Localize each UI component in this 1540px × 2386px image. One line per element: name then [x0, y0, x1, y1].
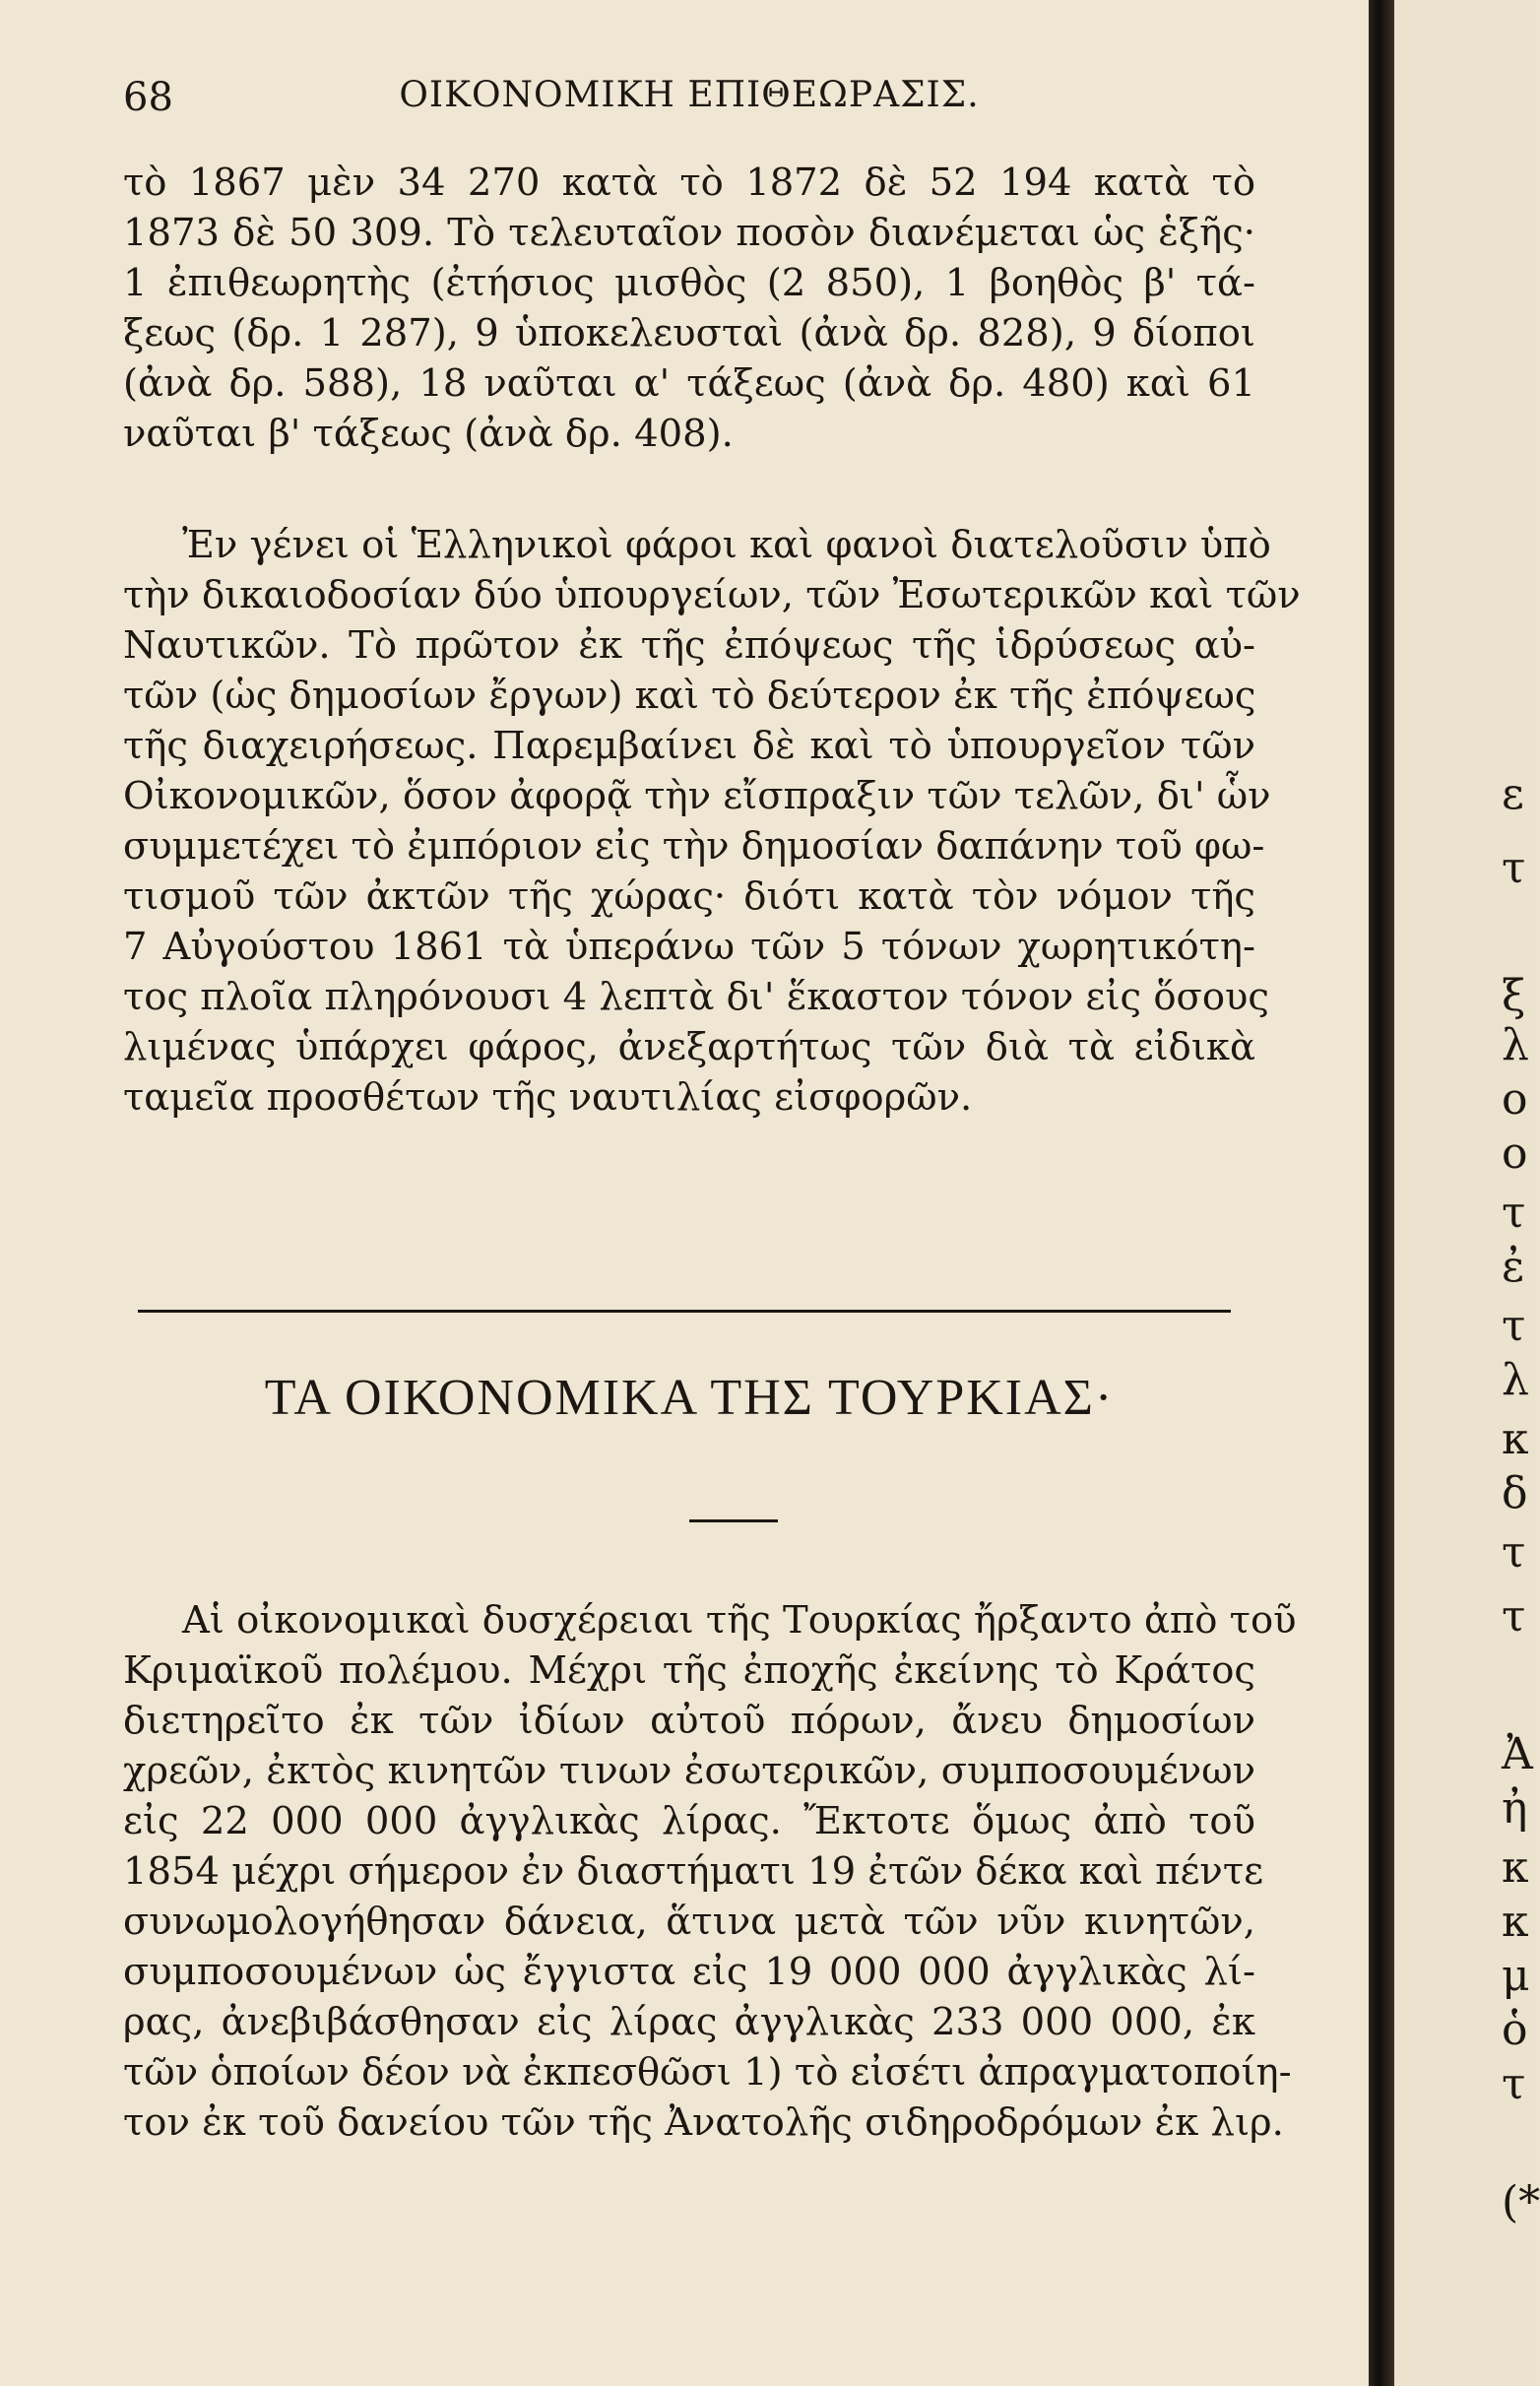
text-line: ναῦται β' τάξεως (ἀνὰ δρ. 408). — [123, 412, 734, 456]
text-line: Ἐν γένει οἱ Ἑλληνικοὶ φάροι καὶ φανοὶ διατελοῦσιν ὑπὸ — [182, 523, 1271, 567]
text-line: 7 Αὐγούστου 1861 τὰ ὑπεράνω τῶν 5 τόνων χωρητικότη- — [123, 925, 1255, 969]
running-header — [123, 69, 1255, 128]
paragraph-1 — [123, 158, 1255, 459]
running-title: ΟΙΚΟΝΟΜΙΚΗ ΕΠΙΘΕΩΡΑΣΙΣ. — [399, 75, 980, 115]
facing-page-letter: ἠ — [1502, 1783, 1528, 1834]
facing-page-letter: τ — [1502, 1301, 1526, 1351]
facing-page-letter: τ — [1502, 1591, 1526, 1642]
facing-page-letter: ξ — [1502, 971, 1526, 1021]
text-line: Κριμαϊκοῦ πολέμου. Μέχρι τῆς ἐποχῆς ἐκείνης τὸ Κράτος — [123, 1648, 1255, 1693]
facing-page-letter: Ἀ — [1502, 1729, 1533, 1779]
section-title: ΤΑ ΟΙΚΟΝΟΜΙΚΑ ΤΗΣ ΤΟΥΡΚΙΑΣ· — [264, 1370, 1115, 1426]
page-number: 68 — [123, 75, 173, 120]
facing-page-letter: ε — [1502, 769, 1524, 819]
text-line: τισμοῦ τῶν ἀκτῶν τῆς χώρας· διότι κατὰ τὸν νόμον τῆς — [123, 874, 1255, 919]
section-divider — [138, 1310, 1231, 1313]
facing-page-letter: κ — [1502, 1897, 1529, 1947]
text-line: συμποσουμένων ὡς ἔγγιστα εἰς 19 000 000 ἀγγλικὰς λί- — [123, 1950, 1255, 1994]
text-line: ταμεῖα προσθέτων τῆς ναυτιλίας εἰσφορῶν. — [123, 1075, 973, 1120]
facing-page-letter: τ — [1502, 1527, 1526, 1578]
facing-page-edge — [1394, 0, 1540, 2386]
facing-page-letter: ὁ — [1502, 2005, 1528, 2055]
text-line: συνωμολογήθησαν δάνεια, ἅτινα μετὰ τῶν νῦν κινητῶν, — [123, 1900, 1255, 1944]
facing-page-letter: κ — [1502, 1414, 1529, 1464]
text-line: τον ἐκ τοῦ δανείου τῶν τῆς Ἀνατολῆς σιδηροδρόμων ἐκ λιρ. — [123, 2100, 1284, 2145]
facing-page-letter: τ — [1502, 1188, 1526, 1238]
facing-page-letter: λ — [1502, 1020, 1529, 1070]
text-line: τῶν (ὡς δημοσίων ἔργων) καὶ τὸ δεύτερον ἐκ τῆς ἐπόψεως — [123, 674, 1256, 718]
facing-page-letter: τ — [1502, 843, 1526, 893]
book-gutter — [1369, 0, 1394, 2386]
text-line: τῶν ὁποίων δέον νὰ ἐκπεσθῶσι 1) τὸ εἰσέτι ἀπραγματοποίη- — [123, 2050, 1292, 2095]
text-line: τος πλοῖα πληρόνουσι 4 λεπτὰ δι' ἕκαστον τόνον εἰς ὅσους — [123, 975, 1269, 1019]
title-underline — [689, 1519, 778, 1522]
facing-page-letter: ο — [1502, 1074, 1528, 1125]
facing-page-letter: μ — [1502, 1951, 1530, 2001]
facing-page-letter: λ — [1502, 1355, 1529, 1405]
paragraph-3 — [123, 1595, 1297, 2148]
facing-page-letter: ο — [1502, 1129, 1528, 1179]
text-line: Οἰκονομικῶν, ὅσον ἀφορᾷ τὴν εἴσπραξιν τῶν τελῶν, δι' ὧν — [123, 774, 1271, 818]
text-line: εἰς 22 000 000 ἀγγλικὰς λίρας. Ἔκτοτε ὅμως ἀπὸ τοῦ — [123, 1799, 1255, 1843]
text-line: τὸ 1867 μὲν 34 270 κατὰ τὸ 1872 δὲ 52 194 κατὰ τὸ — [123, 161, 1255, 205]
facing-page-letter: δ — [1502, 1468, 1528, 1518]
text-line: συμμετέχει τὸ ἐμπόριον εἰς τὴν δημοσίαν δαπάνην τοῦ φω- — [123, 824, 1265, 869]
paragraph-2 — [123, 520, 1301, 1123]
text-line: ξεως (δρ. 1 287), 9 ὑποκελευσταὶ (ἀνὰ δρ. 828), 9 δίοποι — [123, 311, 1255, 355]
text-line: τὴν δικαιοδοσίαν δύο ὑπουργείων, τῶν Ἐσωτερικῶν καὶ τῶν — [123, 573, 1301, 617]
text-line: 1854 μέχρι σήμερον ἐν διαστήματι 19 ἐτῶν δέκα καὶ πέντε — [123, 1849, 1264, 1894]
facing-page-letter: τ — [1502, 2059, 1526, 2109]
text-line: 1873 δὲ 50 309. Τὸ τελευταῖον ποσὸν διανέμεται ὡς ἑξῆς· — [123, 211, 1255, 255]
text-line: Ναυτικῶν. Τὸ πρῶτον ἐκ τῆς ἐπόψεως τῆς ἱδρύσεως αὐ- — [123, 623, 1255, 668]
text-line: χρεῶν, ἐκτὸς κινητῶν τινων ἐσωτερικῶν, συμποσουμένων — [123, 1749, 1255, 1793]
text-line: τῆς διαχειρήσεως. Παρεμβαίνει δὲ καὶ τὸ ὑπουργεῖον τῶν — [123, 724, 1255, 768]
text-line: διετηρεῖτο ἐκ τῶν ἰδίων αὐτοῦ πόρων, ἄνευ δημοσίων — [123, 1699, 1255, 1743]
text-line: 1 ἐπιθεωρητὴς (ἐτήσιος μισθὸς (2 850), 1 βοηθὸς β' τά- — [123, 261, 1255, 305]
facing-page-letter: (* — [1502, 2177, 1540, 2227]
text-line: λιμένας ὑπάρχει φάρος, ἀνεξαρτήτως τῶν διὰ τὰ εἰδικὰ — [123, 1025, 1255, 1069]
text-line: ρας, ἀνεβιβάσθησαν εἰς λίρας ἀγγλικὰς 233 000 000, ἐκ — [123, 2000, 1255, 2044]
facing-page-letter: ἐ — [1502, 1242, 1525, 1292]
text-line: (ἀνὰ δρ. 588), 18 ναῦται α' τάξεως (ἀνὰ δρ. 480) καὶ 61 — [123, 361, 1255, 406]
text-line: Αἱ οἰκονομικαὶ δυσχέρειαι τῆς Τουρκίας ἤρξαντο ἀπὸ τοῦ — [182, 1598, 1297, 1643]
facing-page-letter: κ — [1502, 1842, 1529, 1893]
